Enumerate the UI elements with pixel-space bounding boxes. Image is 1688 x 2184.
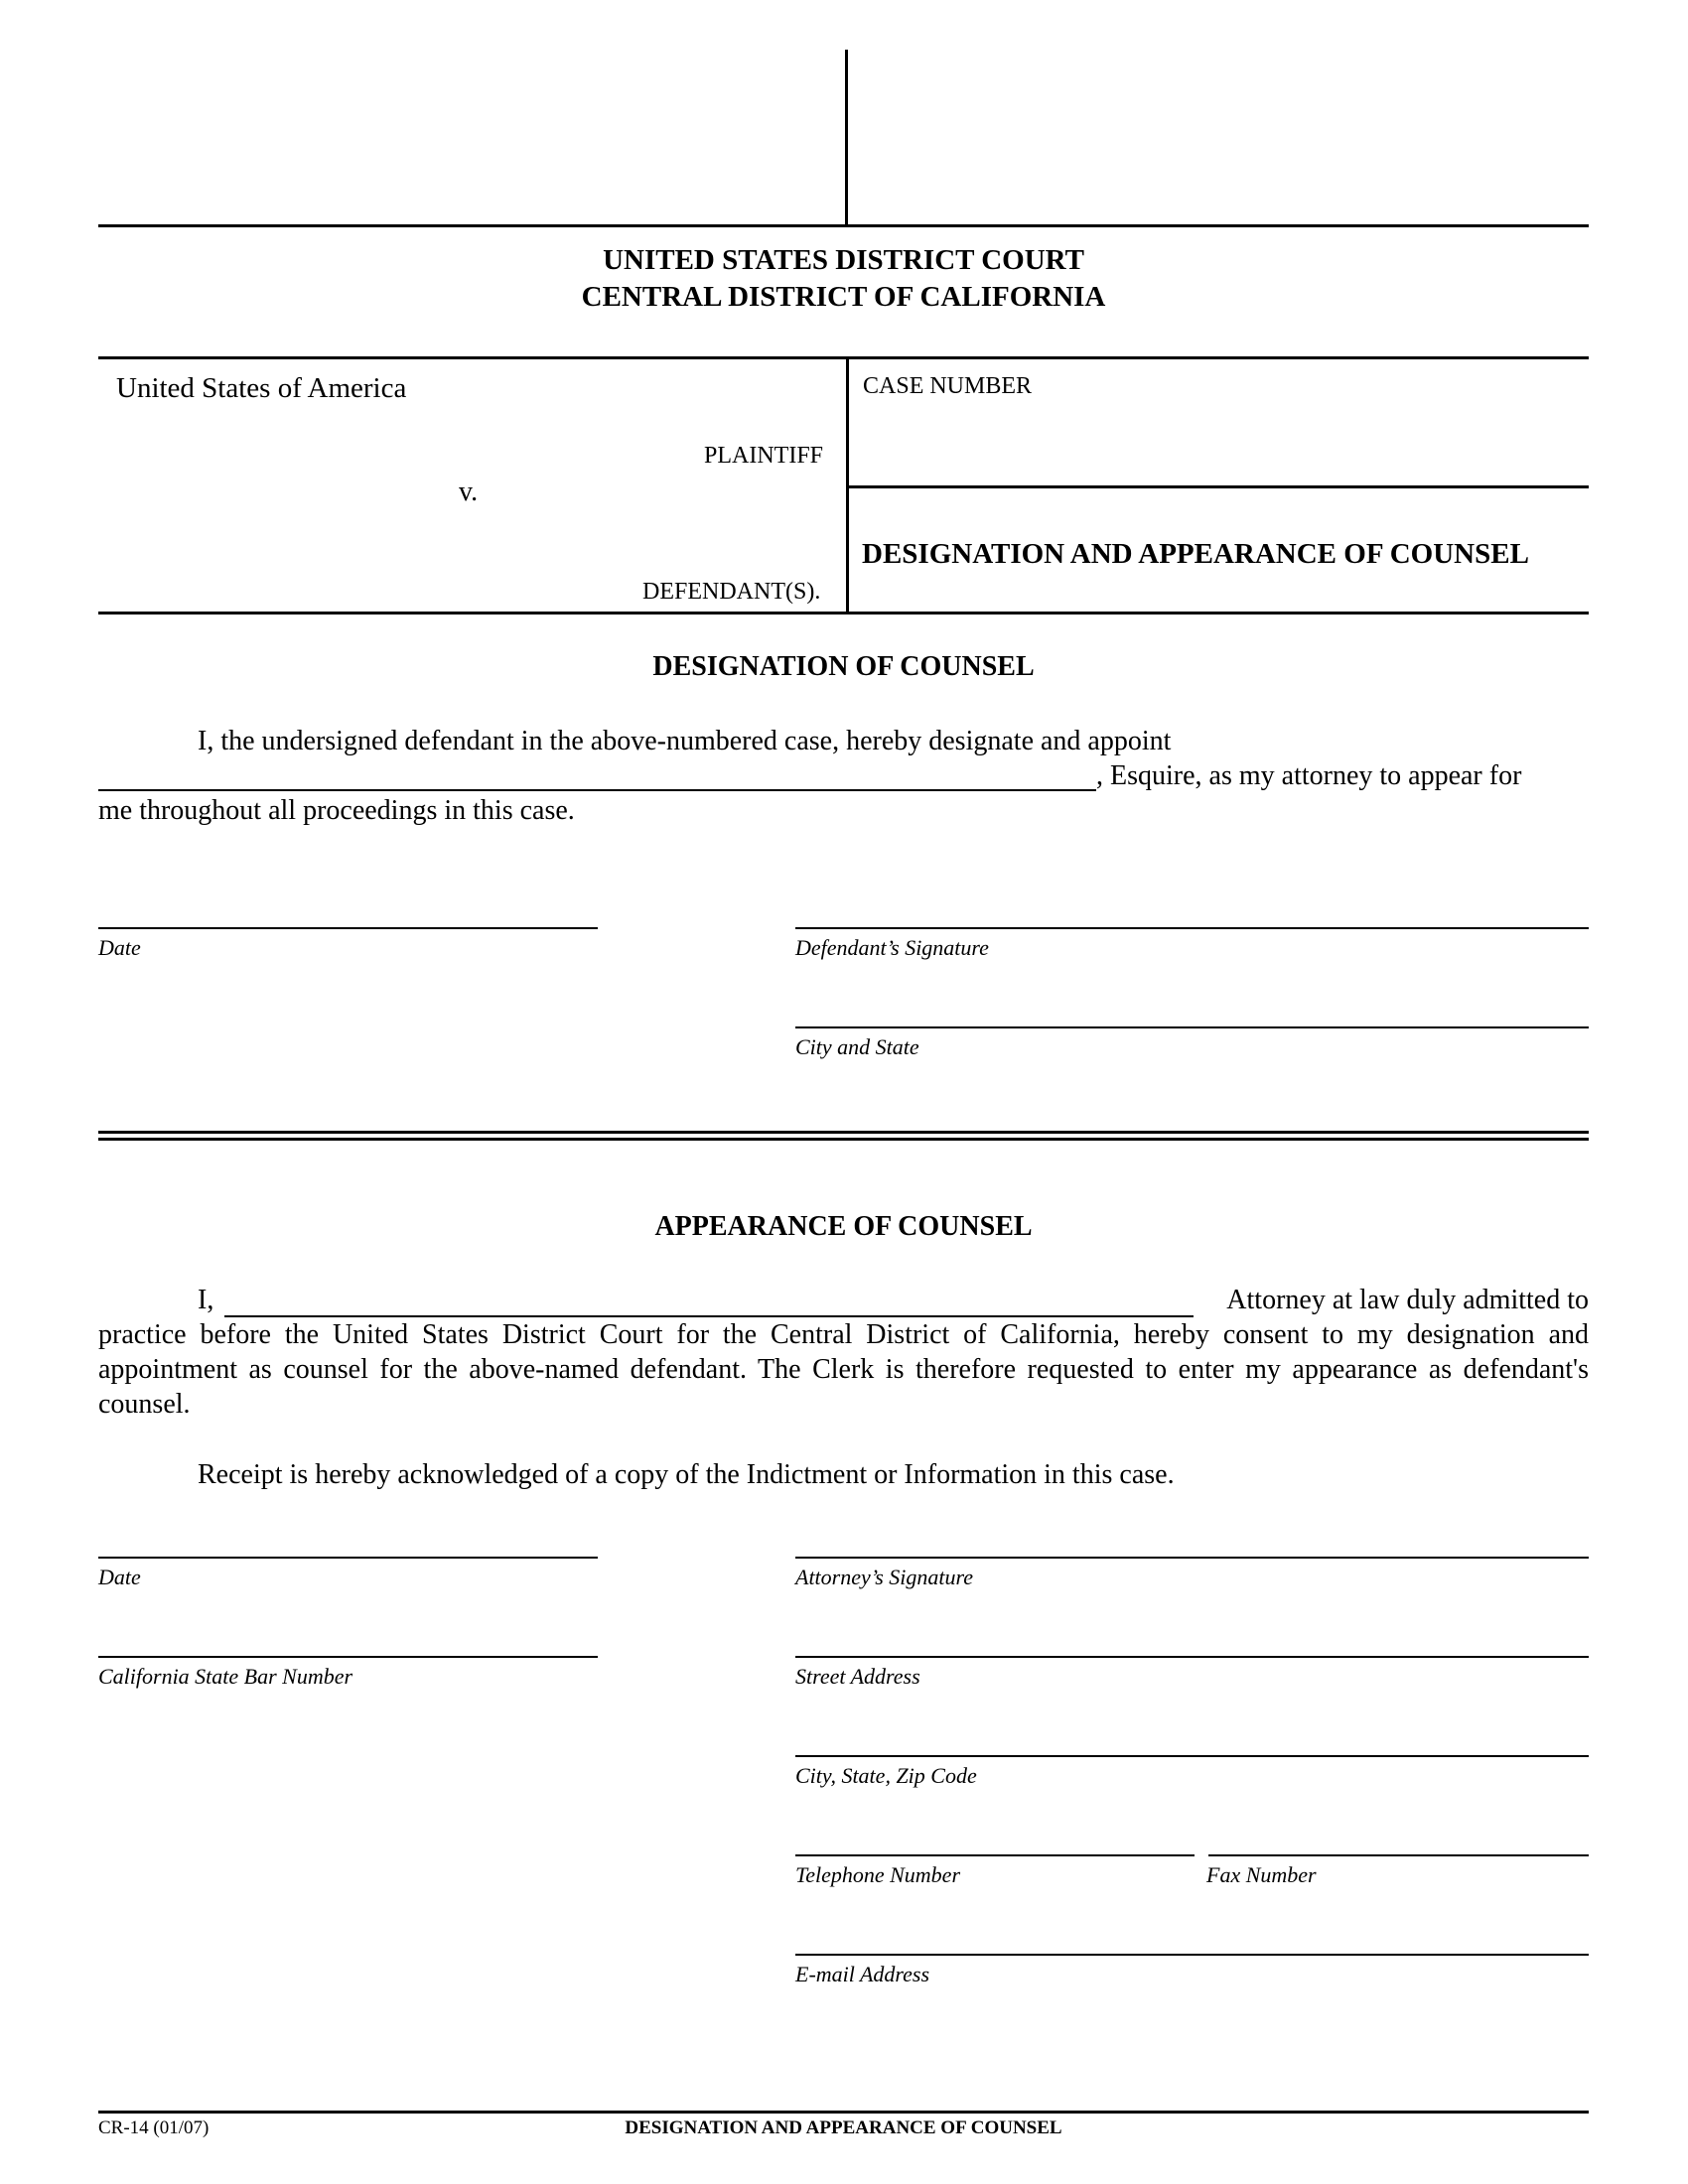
plaintiff-label: PLAINTIFF xyxy=(704,443,824,469)
designation-date-line[interactable] xyxy=(98,927,598,929)
header-rule xyxy=(98,224,1589,227)
city-state-label: City and State xyxy=(795,1034,919,1059)
attorney-signature-label: Attorney’s Signature xyxy=(795,1565,974,1589)
bar-number-line[interactable] xyxy=(98,1656,598,1658)
receipt-text: Receipt is hereby acknowledged of a copy of the Indictment or Information in this case. xyxy=(198,1459,1175,1490)
city-state-zip-line[interactable] xyxy=(795,1755,1589,1757)
court-name-line1: UNITED STATES DISTRICT COURT xyxy=(603,244,1084,276)
plaintiff-name: United States of America xyxy=(116,372,407,404)
appearance-date-line[interactable] xyxy=(98,1557,598,1559)
bar-number-label: California State Bar Number xyxy=(98,1664,353,1689)
footer-form-code: CR-14 (01/07) xyxy=(98,2117,210,2138)
telephone-label: Telephone Number xyxy=(795,1862,961,1887)
header-divider xyxy=(845,50,848,224)
attorney-name-field[interactable] xyxy=(224,1291,1194,1317)
attorney-name-blank[interactable] xyxy=(98,769,1096,791)
section-separator-bottom xyxy=(98,1138,1589,1141)
designation-text-line2: , Esquire, as my attorney to appear for xyxy=(1096,760,1522,791)
designation-text-line1: I, the undersigned defendant in the above-numbered case, hereby designate and appoint xyxy=(198,726,1172,756)
fax-label: Fax Number xyxy=(1206,1862,1317,1887)
defendant-signature-label: Defendant’s Signature xyxy=(795,935,989,960)
street-address-line[interactable] xyxy=(795,1656,1589,1658)
defendant-label: DEFENDANT(S). xyxy=(642,579,821,605)
designation-text-line3: me throughout all proceedings in this case. xyxy=(98,795,575,826)
appearance-after-blank: Attorney at law duly admitted to xyxy=(1226,1285,1589,1315)
fax-line[interactable] xyxy=(1208,1854,1589,1856)
caption-top-rule xyxy=(98,356,1589,359)
caption-bottom-rule xyxy=(98,612,1589,614)
appearance-heading: APPEARANCE OF COUNSEL xyxy=(654,1211,1033,1242)
designation-date-label: Date xyxy=(98,935,141,960)
form-title: DESIGNATION AND APPEARANCE OF COUNSEL xyxy=(862,538,1529,570)
footer-form-title: DESIGNATION AND APPEARANCE OF COUNSEL xyxy=(625,2117,1062,2138)
attorney-signature-line[interactable] xyxy=(795,1557,1589,1559)
designation-heading: DESIGNATION OF COUNSEL xyxy=(652,651,1035,682)
court-title xyxy=(98,242,1589,316)
section-separator-top xyxy=(98,1131,1589,1134)
court-name-line2: CENTRAL DISTRICT OF CALIFORNIA xyxy=(581,281,1106,313)
footer-rule xyxy=(98,2111,1589,2114)
city-state-line[interactable] xyxy=(795,1026,1589,1028)
defendant-signature-line[interactable] xyxy=(795,927,1589,929)
caption-divider xyxy=(846,356,849,613)
email-line[interactable] xyxy=(795,1954,1589,1956)
city-state-zip-label: City, State, Zip Code xyxy=(795,1763,977,1788)
appearance-paragraph: practice before the United States District Court for the Central District of California, hereby consent to my designation and appointment as counsel for the above-named defendant. The Clerk is therefore requested to enter my appearance as defendant's counsel. xyxy=(98,1319,1589,1420)
telephone-line[interactable] xyxy=(795,1854,1195,1856)
versus-label: v. xyxy=(459,477,479,507)
caption-mid-rule xyxy=(846,485,1589,488)
street-address-label: Street Address xyxy=(795,1664,920,1689)
email-label: E-mail Address xyxy=(795,1962,930,1986)
case-number-field[interactable] xyxy=(854,407,1584,478)
appearance-prefix: I, xyxy=(198,1285,214,1315)
appearance-date-label: Date xyxy=(98,1565,141,1589)
case-number-label: CASE NUMBER xyxy=(863,373,1033,399)
